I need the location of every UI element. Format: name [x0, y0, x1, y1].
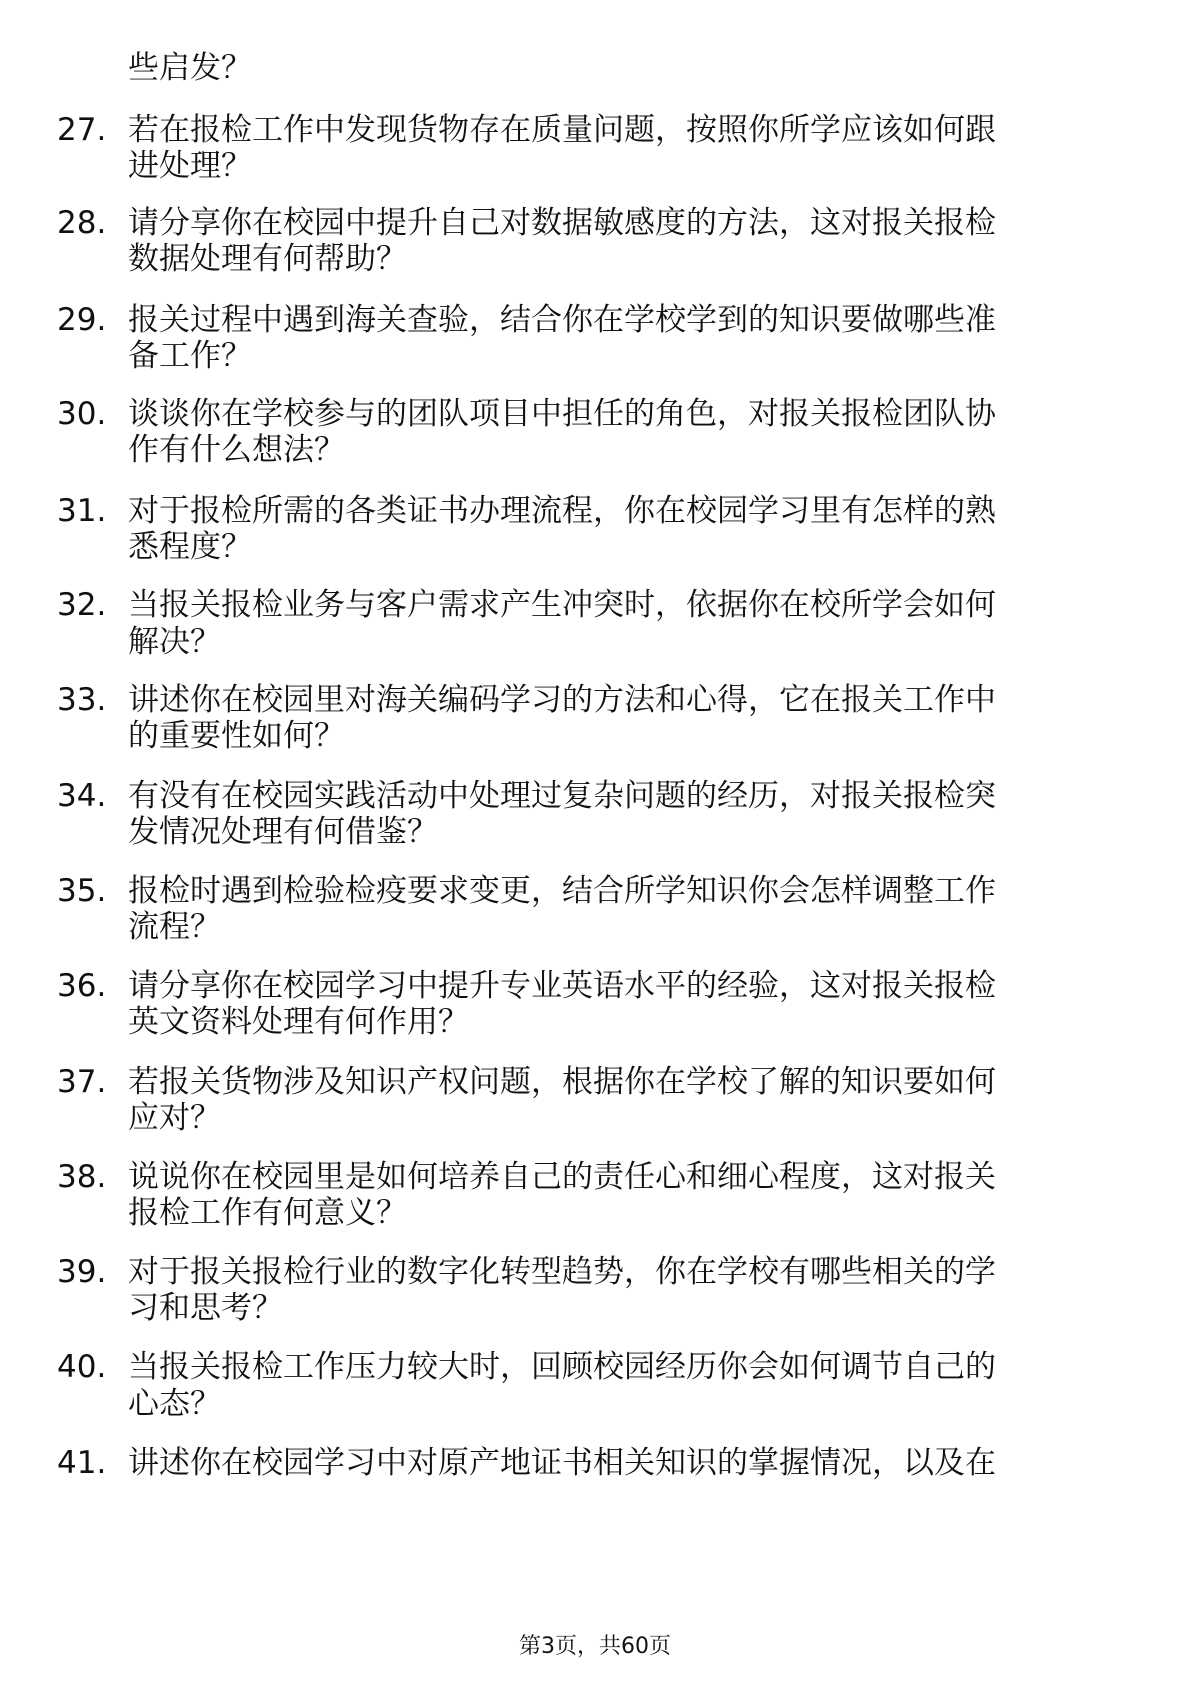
item-text: 作有什么想法？	[128, 432, 345, 468]
item-text: 谈谈你在学校参与的团队项目中担任的角色，对报关报检团队协	[128, 396, 996, 432]
item-number: 31.	[57, 493, 107, 529]
item-number: 33.	[57, 682, 107, 718]
item-text: 请分享你在校园学习中提升专业英语水平的经验，这对报关报检	[128, 968, 996, 1004]
item-number: 41.	[57, 1445, 107, 1481]
item-text: 英文资料处理有何作用？	[128, 1004, 469, 1040]
item-text: 解决？	[128, 624, 221, 660]
item-text: 应对？	[128, 1100, 221, 1136]
item-text: 备工作？	[128, 338, 252, 374]
item-text: 若报关货物涉及知识产权问题，根据你在学校了解的知识要如何	[128, 1064, 996, 1100]
item-text: 报关过程中遇到海关查验，结合你在学校学到的知识要做哪些准	[128, 302, 996, 338]
item-text: 心态？	[128, 1386, 221, 1422]
item-text: 当报关报检工作压力较大时，回顾校园经历你会如何调节自己的	[128, 1349, 996, 1385]
item-number: 30.	[57, 396, 107, 432]
item-number: 39.	[57, 1254, 107, 1290]
continuation-text: 些启发？	[128, 50, 252, 86]
item-text: 讲述你在校园里对海关编码学习的方法和心得，它在报关工作中	[128, 682, 996, 718]
item-text: 请分享你在校园中提升自己对数据敏感度的方法，这对报关报检	[128, 205, 996, 241]
item-text: 发情况处理有何借鉴？	[128, 814, 438, 850]
item-number: 36.	[57, 968, 107, 1004]
item-text: 有没有在校园实践活动中处理过复杂问题的经历，对报关报检突	[128, 778, 996, 814]
item-number: 29.	[57, 302, 107, 338]
item-text: 数据处理有何帮助？	[128, 241, 407, 277]
item-text: 习和思考？	[128, 1290, 283, 1326]
item-number: 32.	[57, 587, 107, 623]
page-footer: 第3页，共60页	[519, 1634, 671, 1659]
item-text: 当报关报检业务与客户需求产生冲突时，依据你在校所学会如何	[128, 587, 996, 623]
item-text: 报检工作有何意义？	[128, 1195, 407, 1231]
item-number: 34.	[57, 778, 107, 814]
item-text: 悉程度？	[128, 529, 252, 565]
item-number: 28.	[57, 205, 107, 241]
item-number: 35.	[57, 873, 107, 909]
item-text: 流程？	[128, 909, 221, 945]
item-number: 37.	[57, 1064, 107, 1100]
item-number: 38.	[57, 1159, 107, 1195]
item-text: 对于报检所需的各类证书办理流程，你在校园学习里有怎样的熟	[128, 493, 996, 529]
item-text: 报检时遇到检验检疫要求变更，结合所学知识你会怎样调整工作	[128, 873, 996, 909]
item-number: 40.	[57, 1349, 107, 1385]
item-text: 若在报检工作中发现货物存在质量问题，按照你所学应该如何跟	[128, 112, 996, 148]
item-text: 说说你在校园里是如何培养自己的责任心和细心程度，这对报关	[128, 1159, 996, 1195]
item-text: 的重要性如何？	[128, 718, 345, 754]
item-text: 进处理？	[128, 148, 252, 184]
item-number: 27.	[57, 112, 107, 148]
item-text: 讲述你在校园学习中对原产地证书相关知识的掌握情况，以及在	[128, 1445, 996, 1481]
item-text: 对于报关报检行业的数字化转型趋势，你在学校有哪些相关的学	[128, 1254, 996, 1290]
